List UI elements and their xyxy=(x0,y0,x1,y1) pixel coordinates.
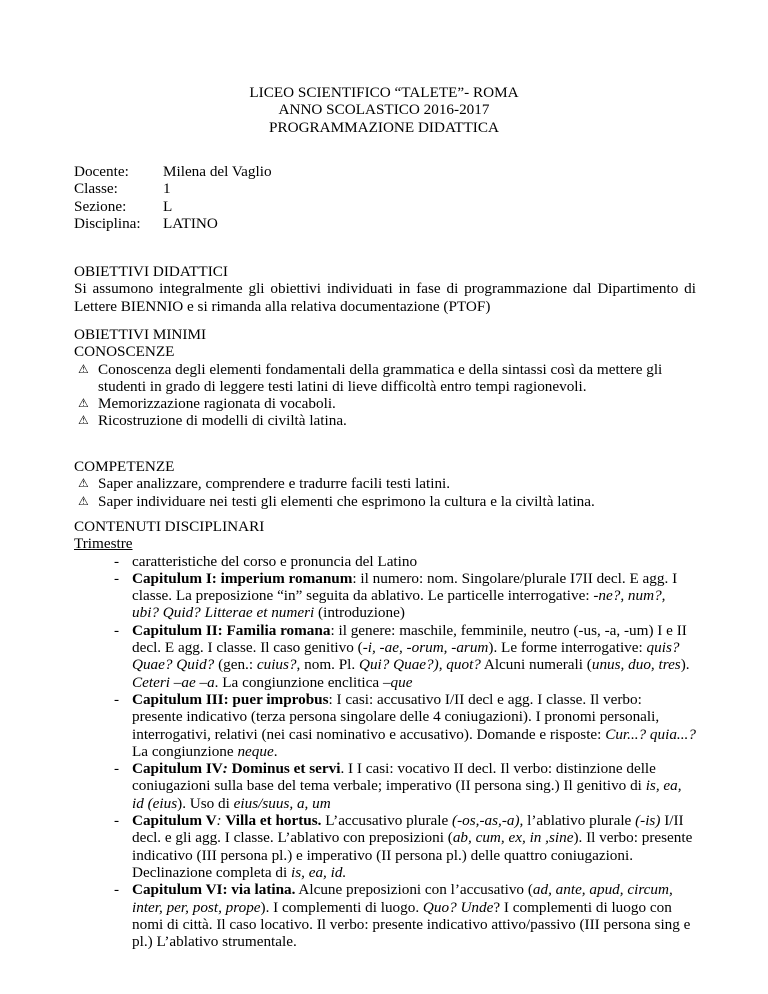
list-item-text: Saper analizzare, comprendere e tradurre facili testi latini. xyxy=(98,475,451,493)
content-item-text: caratteristiche del corso e pronuncia del Latino xyxy=(132,552,418,570)
school-name: LICEO SCIENTIFICO “TALETE”- ROMA xyxy=(249,84,519,101)
obiettivi-minimi-section xyxy=(74,326,696,430)
content-item xyxy=(74,691,696,760)
list-item-text: Conoscenza degli elementi fondamentali della grammatica e della sintassi così da mettere gli studenti in grado di leggere testi latini di lieve difficoltà entro tempi ragionevoli. xyxy=(98,360,663,395)
info-row-classe xyxy=(74,180,272,197)
competenze-heading: COMPETENZE xyxy=(74,458,175,475)
dash-marker: - xyxy=(114,690,120,708)
contenuti-section xyxy=(74,518,696,950)
content-item xyxy=(74,812,696,881)
conoscenze-heading: CONOSCENZE xyxy=(74,343,175,361)
info-label: Sezione: xyxy=(74,197,127,215)
list-item xyxy=(74,475,696,492)
warning-icon: ⚠ xyxy=(78,413,89,428)
info-value: LATINO xyxy=(163,214,218,232)
content-item-text: Capitulum V: Villa et hortus. L’accusativo plurale (-os,-as,-a), l’ablativo plurale (-is) I/II decl. e gli agg. I classe. L’ablativo con preposizioni (ab, cum, ex, in ,sine). Il verbo: presente indicativo (III persona pl.) e imperativo (II persona pl.) delle quattro coniugazioni. Declinazione completa di is, ea, id. xyxy=(132,812,693,881)
list-item xyxy=(74,361,696,396)
content-item-text: Capitulum VI: via latina. Alcune preposizioni con l’accusativo (ad, ante, apud, circum, inter, per, post, prope). I complementi di luogo. Quo? Unde? I complementi di luogo con nomi di città. Il caso locativo. Il verbo: presente indicativo attivo/passivo (III persona sing e pl.) L’ablativo strumentale. xyxy=(132,881,691,951)
content-item xyxy=(74,760,696,812)
info-label: Disciplina: xyxy=(74,214,141,232)
warning-icon: ⚠ xyxy=(78,493,89,508)
dash-marker: - xyxy=(114,621,120,639)
dash-marker: - xyxy=(114,569,120,587)
warning-icon: ⚠ xyxy=(78,396,89,411)
list-item xyxy=(74,493,696,510)
info-label: Docente: xyxy=(74,163,129,180)
content-list xyxy=(74,553,696,951)
document-header xyxy=(0,84,768,136)
content-item-text: Capitulum IV: Dominus et servi. I I casi: vocativo II decl. Il verbo: distinzione delle coniugazioni sulla base del tema verbale; imperativo (II persona sing.) Il genitivo di is, ea, id (eius). Uso di eius/suus, a, um xyxy=(132,760,682,812)
obiettivi-minimi-heading: OBIETTIVI MINIMI xyxy=(74,326,207,343)
info-value: 1 xyxy=(163,180,171,198)
content-item-text: Capitulum II: Familia romana: il genere: maschile, femminile, neutro (-us, -a, -um) I e II decl. E agg. I classe. Il caso genitivo (-i, -ae, -orum, -arum). Le forme interrogative: quis? Quae? Quid? (gen.: cuius?, nom. Pl. Qui? Quae?), quot? Alcuni numerali (unus, duo, tres). Ceteri –ae –a. La congiunzione enclitica –que xyxy=(132,621,690,691)
info-value: L xyxy=(163,197,173,215)
dash-marker: - xyxy=(114,760,120,778)
warning-icon: ⚠ xyxy=(78,361,89,376)
info-row-sezione xyxy=(74,198,272,215)
content-item xyxy=(74,553,696,570)
competenze-section xyxy=(74,458,696,510)
info-row-docente xyxy=(74,163,272,180)
obiettivi-didattici-section xyxy=(74,263,696,315)
warning-icon: ⚠ xyxy=(78,476,89,491)
obiettivi-didattici-text: Si assumono integralmente gli obiettivi individuati in fase di programmazione dal Dipartimento di Lettere BIENNIO e si rimanda alla relativa documentazione (PTOF) xyxy=(74,280,696,315)
period-heading: Trimestre xyxy=(74,535,133,553)
document-title: PROGRAMMAZIONE DIDATTICA xyxy=(269,118,499,136)
obiettivi-didattici-heading: OBIETTIVI DIDATTICI xyxy=(74,263,228,280)
content-item-text: Capitulum III: puer improbus: I casi: accusativo I/II decl e agg. I classe. Il verbo: presente indicativo (terza persona singolare delle 4 coniugazioni). I pronomi personali, interrogativi, relativi (nei casi nominativo e accusativo). Domande e risposte: Cur...? quia...? La congiunzione neque. xyxy=(132,690,696,760)
info-value: Milena del Vaglio xyxy=(163,163,272,180)
info-table xyxy=(74,163,272,232)
dash-marker: - xyxy=(114,552,120,570)
content-item xyxy=(74,881,696,950)
list-item xyxy=(74,395,696,412)
info-label: Classe: xyxy=(74,180,118,198)
content-item xyxy=(74,622,696,691)
school-year: ANNO SCOLASTICO 2016-2017 xyxy=(278,101,490,119)
list-item-text: Memorizzazione ragionata di vocaboli. xyxy=(98,395,336,413)
list-item-text: Saper individuare nei testi gli elementi che esprimono la cultura e la civiltà latina. xyxy=(98,492,595,510)
dash-marker: - xyxy=(114,881,120,899)
list-item xyxy=(74,412,696,429)
info-row-disciplina xyxy=(74,215,272,232)
content-item xyxy=(74,570,696,622)
dash-marker: - xyxy=(114,812,120,830)
content-item-text: Capitulum I: imperium romanum: il numero: nom. Singolare/plurale I7II decl. E agg. I classe. La preposizione “in” seguita da ablativo. Le particelle interrogative: -ne?, num?, ubi? Quid? Litterae et numeri (introduzione) xyxy=(132,569,678,622)
contenuti-heading: CONTENUTI DISCIPLINARI xyxy=(74,518,265,535)
list-item-text: Ricostruzione di modelli di civiltà latina. xyxy=(98,412,347,430)
